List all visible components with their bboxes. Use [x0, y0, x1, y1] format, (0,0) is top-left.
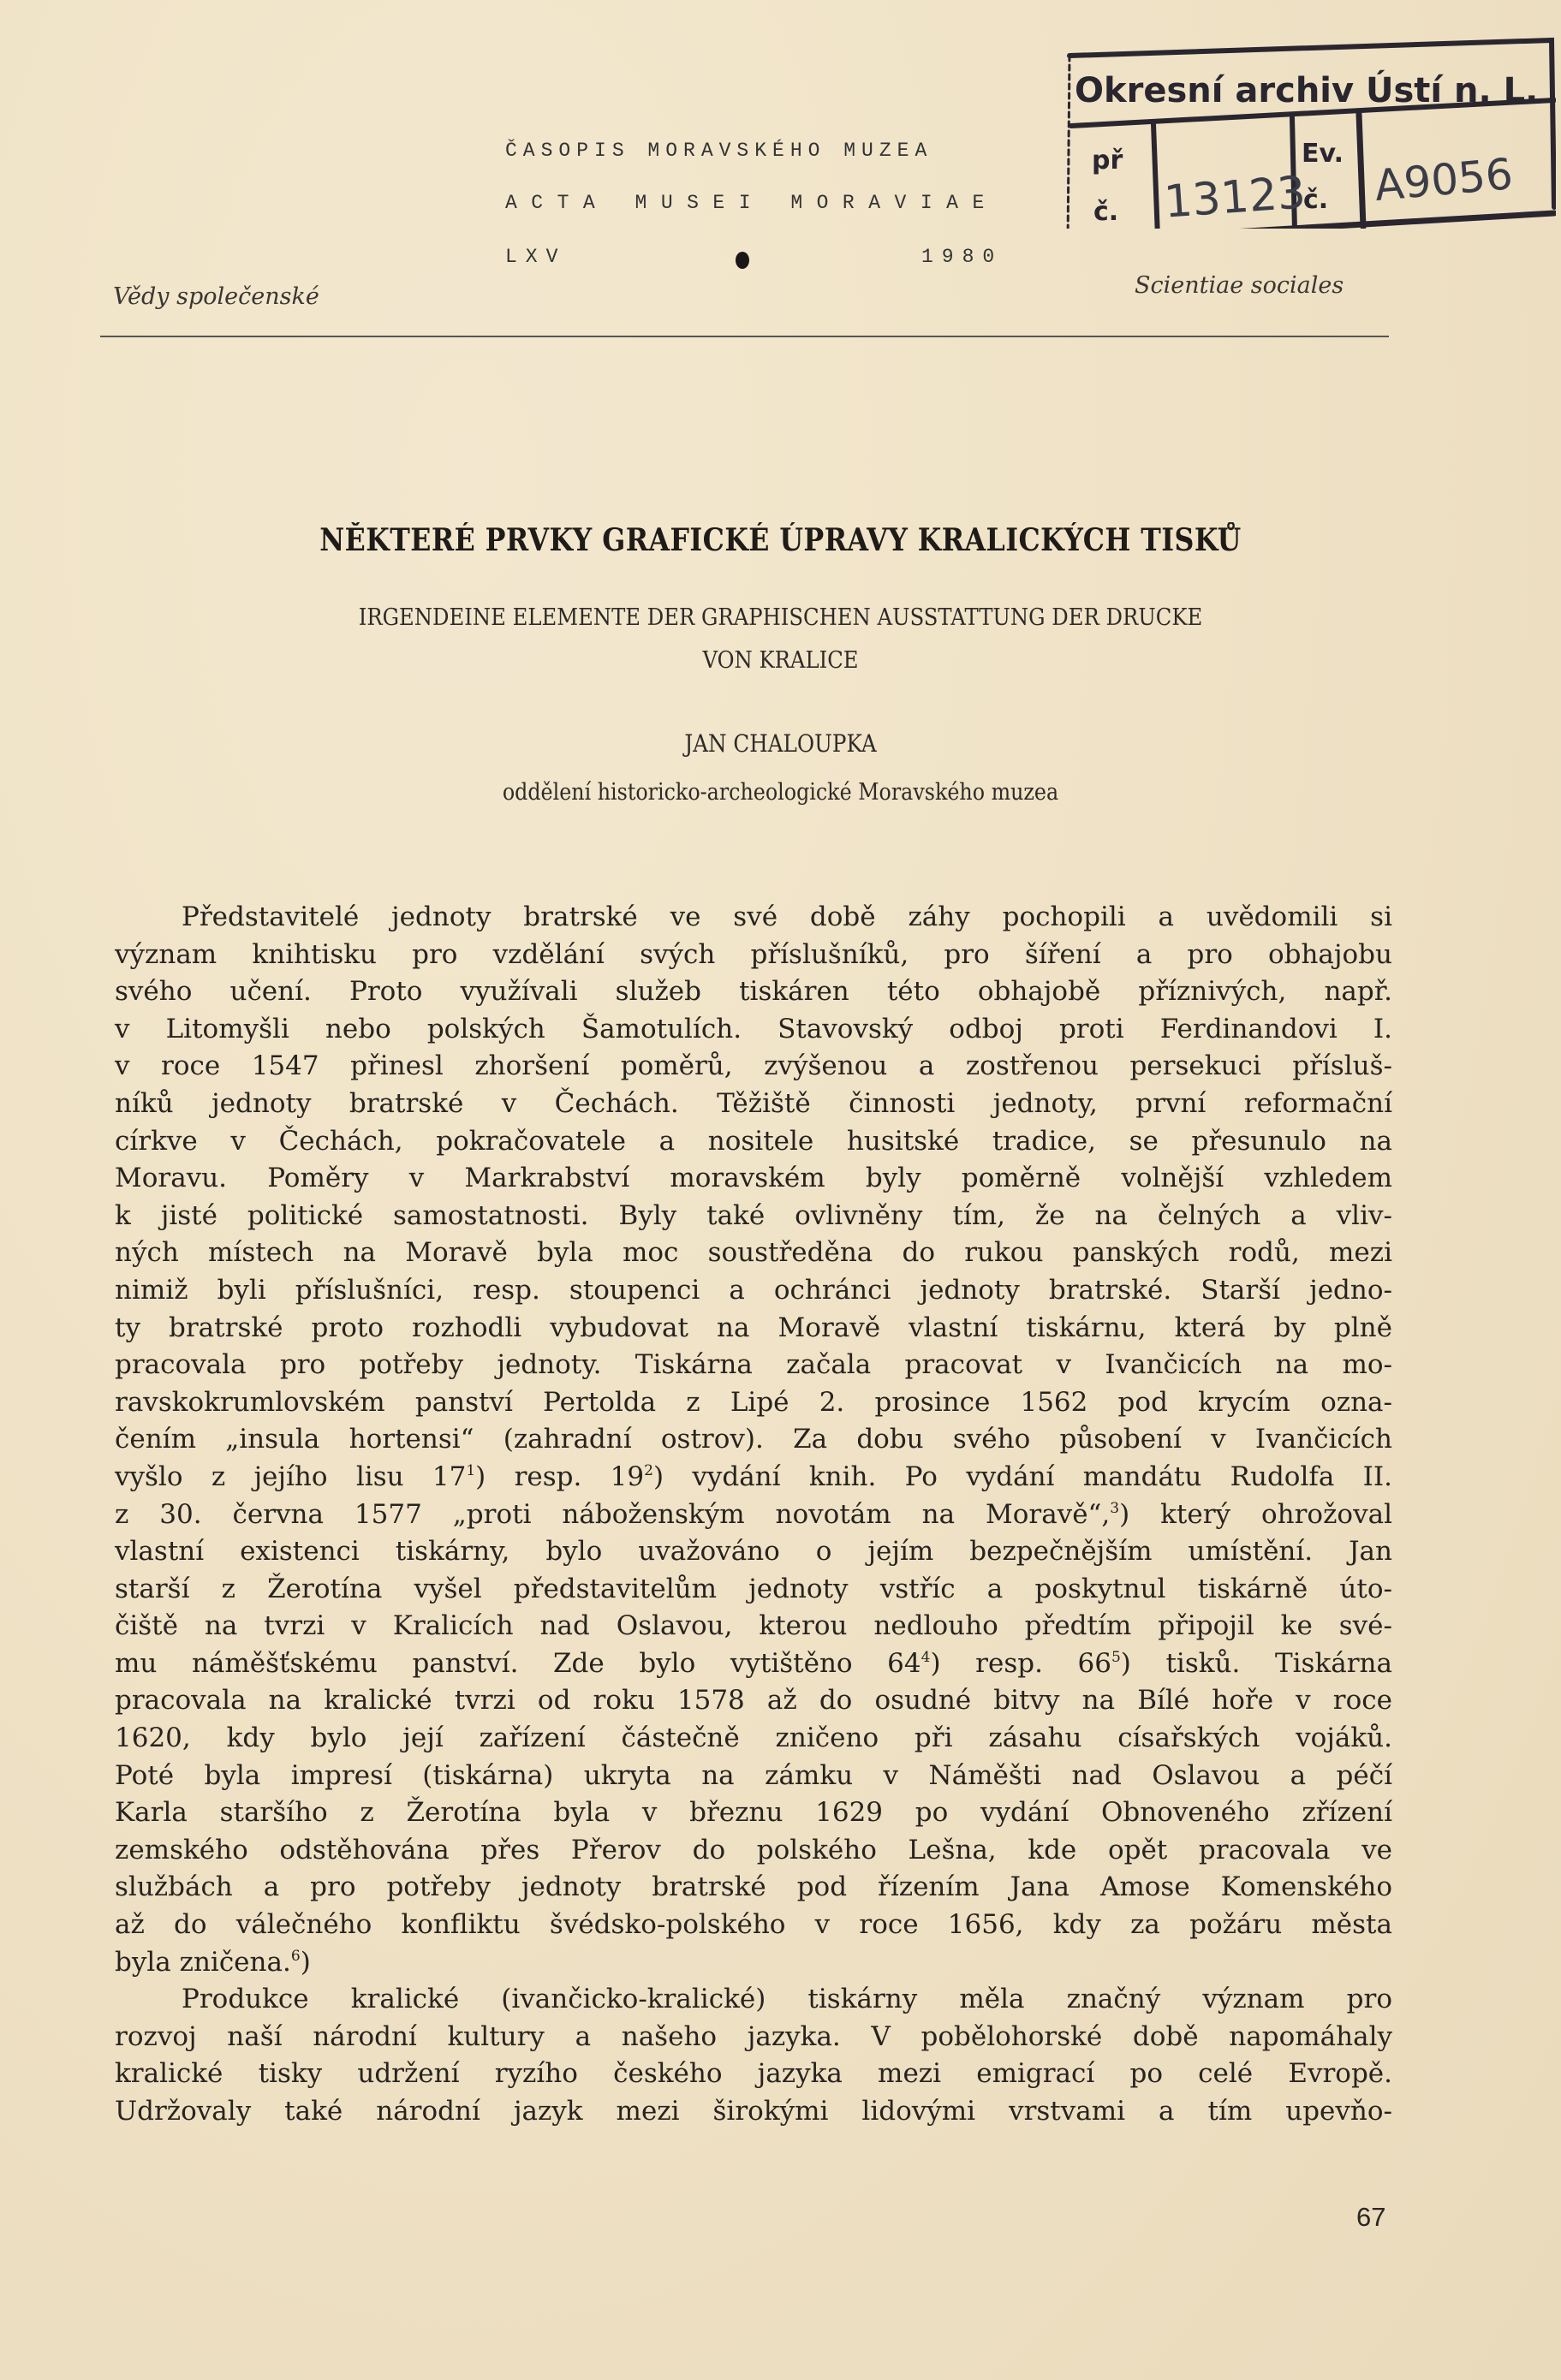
body-text-segment: v Litomyšli nebo polských Šamotulích. Stavovský odboj proti Ferdinandovi I.: [115, 1013, 1392, 1044]
body-text-segment: mu náměšťskému panství. Zde bylo vytištěno 64: [115, 1647, 921, 1679]
footnote-marker: 6: [290, 1947, 301, 1965]
body-line: [115, 1459, 1392, 1496]
body-line: [115, 1011, 1392, 1049]
footnote-marker: 4: [921, 1648, 931, 1666]
body-line: [115, 1682, 1392, 1720]
body-line: [115, 973, 1392, 1011]
body-text-segment: ) tisků. Tiskárna: [1120, 1647, 1392, 1679]
body-text-segment: vlastní existenci tiskárny, bylo uvažováno o jejím bezpečnějším umístění. Jan: [115, 1536, 1392, 1568]
footnote-marker: 1: [466, 1461, 476, 1479]
body-text-segment: ): [300, 1946, 311, 1978]
body-line: [115, 1123, 1392, 1161]
body-text-segment: níků jednoty bratrské v Čechách. Těžiště činnosti jednoty, první reformační: [115, 1087, 1392, 1119]
body-line: [115, 1571, 1392, 1609]
stamp-pr-c-label: č.: [1093, 197, 1119, 227]
body-text-segment: ných místech na Moravě byla moc soustředěna do rukou panských rodů, mezi: [115, 1237, 1392, 1269]
body-text-segment: 1620, kdy bylo její zařízení částečně zničeno při zásahu císařských vojáků.: [115, 1723, 1392, 1754]
body-line: [115, 899, 1392, 937]
body-text-segment: pracovala na kralické tvrzi od roku 1578 až do osudné bitvy na Bílé hoře v roce: [115, 1685, 1392, 1717]
body-line: [115, 1832, 1392, 1870]
body-text-segment: Udržovaly také národní jazyk mezi širokými lidovými vrstvami a tím upevňo-: [115, 2096, 1392, 2127]
body-text-segment: ) vydání knih. Po vydání mandátu Rudolfa II.: [652, 1461, 1392, 1492]
body-text-segment: Poté byla impresí (tiskárna) ukryta na zámku v Náměšti nad Oslavou a péčí: [115, 1759, 1392, 1791]
body-text-segment: význam knihtisku pro vzdělání svých příslušníků, pro šíření a pro obhajobu: [115, 938, 1392, 970]
header-rule: [100, 336, 1389, 337]
stamp-institution: Okresní archiv Ústí n. L.: [1075, 71, 1539, 110]
body-text-segment: církve v Čechách, pokračovatele a nositele husitské tradice, se přesunulo na: [115, 1125, 1392, 1157]
stamp-ev-label: Ev.: [1302, 139, 1344, 169]
body-line: [115, 1758, 1392, 1795]
body-line: [115, 1310, 1392, 1348]
body-text-segment: vyšlo z jejího lisu 17: [115, 1461, 467, 1492]
body-line: [115, 1272, 1392, 1310]
body-line: [115, 1235, 1392, 1272]
body-line: [115, 2093, 1392, 2131]
author-affiliation: oddělení historicko-archeologické Moravského muzea: [502, 779, 1059, 806]
body-text-segment: byla zničena.: [115, 1946, 291, 1978]
stamp-ev-number: A9056: [1373, 149, 1515, 211]
body-text-segment: službách a pro potřeby jednoty bratrské pod řízením Jana Amose Komenského: [115, 1871, 1392, 1903]
stamp-pr-number: 13123: [1162, 167, 1308, 229]
body-text-segment: rozvoj naší národní kultury a našeho jazyka. V pobělohorské době napomáhaly: [115, 2020, 1392, 2052]
volume-number: LXV: [505, 246, 567, 268]
body-line: [115, 1645, 1392, 1683]
section-label-czech: Vědy společenské: [113, 283, 319, 310]
footnote-marker: 5: [1111, 1648, 1121, 1666]
body-text-segment: nimiž byli příslušníci, resp. stoupenci a ochránci jednoty bratrské. Starší jedno-: [115, 1274, 1392, 1306]
body-line: [115, 2019, 1392, 2056]
footnote-marker: 3: [1110, 1499, 1120, 1517]
body-line: [115, 1907, 1392, 1944]
separator-dot: [736, 252, 749, 269]
body-line: [115, 1086, 1392, 1123]
page-number: 67: [1356, 2202, 1386, 2232]
volume-year: 1980: [921, 246, 1004, 268]
article-subtitle-line2: VON KRALICE: [702, 647, 859, 674]
body-text-segment: Produkce kralické (ivančicko-kralické) tiskárny měla značný význam pro: [182, 1984, 1392, 2015]
archive-stamp: [1059, 32, 1556, 229]
body-text-segment: čením „insula hortensi“ (zahradní ostrov). Za dobu svého působení v Ivančicích: [115, 1424, 1392, 1455]
body-text-segment: svého učení. Proto využívali služeb tiskáren této obhajobě příznivých, např.: [115, 976, 1392, 1008]
footnote-marker: 2: [644, 1461, 653, 1479]
body-line: [115, 2056, 1392, 2093]
body-text-segment: ty bratrské proto rozhodli vybudovat na Moravě vlastní tiskárnu, která by plně: [115, 1312, 1392, 1343]
body-text-segment: v roce 1547 přinesl zhoršení poměrů, zvýšenou a zostřenou persekuci přísluš-: [115, 1050, 1392, 1082]
section-label-latin: Scientiae sociales: [1135, 272, 1344, 299]
body-text-segment: ) resp. 66: [930, 1647, 1111, 1679]
journal-title: ČASOPIS MORAVSKÉHO MUZEA: [505, 140, 933, 162]
body-line: [115, 1198, 1392, 1235]
body-line: [115, 1048, 1392, 1086]
body-line: [115, 1608, 1392, 1645]
body-text-segment: Karla staršího z Žerotína byla v březnu 1629 po vydání Obnoveného zřízení: [115, 1797, 1392, 1829]
body-line: [115, 1384, 1392, 1422]
article-body: [115, 899, 1392, 2131]
body-line: [115, 1421, 1392, 1459]
body-text-segment: starší z Žerotína vyšel představitelům jednoty vstříc a poskytnul tiskárně úto-: [115, 1573, 1392, 1604]
stamp-ev-c-label: č.: [1303, 185, 1329, 215]
body-line: [115, 1944, 1392, 1982]
body-text-segment: Moravu. Poměry v Markrabství moravském byly poměrně volnější vzhledem: [115, 1163, 1392, 1194]
body-text-segment: až do válečného konfliktu švédsko-polského v roce 1656, kdy za požáru města: [115, 1909, 1392, 1941]
body-line: [115, 1160, 1392, 1198]
body-text-segment: kralické tisky udržení ryzího českého jazyka mezi emigrací po celé Evropě.: [115, 2058, 1392, 2090]
body-line: [115, 1794, 1392, 1832]
body-text-segment: Představitelé jednoty bratrské ve své době záhy pochopili a uvědomili si: [182, 901, 1392, 932]
body-text-segment: čiště na tvrzi v Kralicích nad Oslavou, kterou nedlouho předtím připojil ke své-: [115, 1610, 1392, 1642]
article-subtitle-line1: IRGENDEINE ELEMENTE DER GRAPHISCHEN AUSSTATTUNG DER DRUCKE: [358, 604, 1203, 631]
body-text-segment: pracovala pro potřeby jednoty. Tiskárna začala pracovat v Ivančicích na mo-: [115, 1349, 1392, 1381]
body-text-segment: zemského odstěhována přes Přerov do polského Lešna, kde opět pracovala ve: [115, 1834, 1392, 1865]
stamp-pr-label: př: [1092, 146, 1123, 176]
body-text-segment: ) který ohrožoval: [1119, 1498, 1392, 1530]
body-text-segment: ) resp. 19: [475, 1461, 645, 1492]
article-title: NĚKTERÉ PRVKY GRAFICKÉ ÚPRAVY KRALICKÝCH TISKŮ: [319, 522, 1242, 558]
stamp-frame: [1059, 32, 1556, 229]
journal-title-latin: ACTA MUSEI MORAVIAE: [505, 192, 998, 214]
body-line: [115, 1496, 1392, 1534]
body-line: [115, 1347, 1392, 1384]
body-text-segment: ravskokrumlovském panství Pertolda z Lipé 2. prosince 1562 pod krycím ozna-: [115, 1386, 1392, 1418]
body-line: [115, 1720, 1392, 1758]
body-line: [115, 1533, 1392, 1571]
body-text-segment: k jisté politické samostatnosti. Byly také ovlivněny tím, že na čelných a vliv-: [115, 1199, 1392, 1231]
body-line: [115, 1869, 1392, 1907]
body-text-segment: z 30. června 1577 „proti náboženským novotám na Moravě“,: [115, 1498, 1111, 1530]
body-line: [115, 937, 1392, 974]
author-name: JAN CHALOUPKA: [684, 729, 877, 758]
body-line: [115, 1981, 1392, 2019]
